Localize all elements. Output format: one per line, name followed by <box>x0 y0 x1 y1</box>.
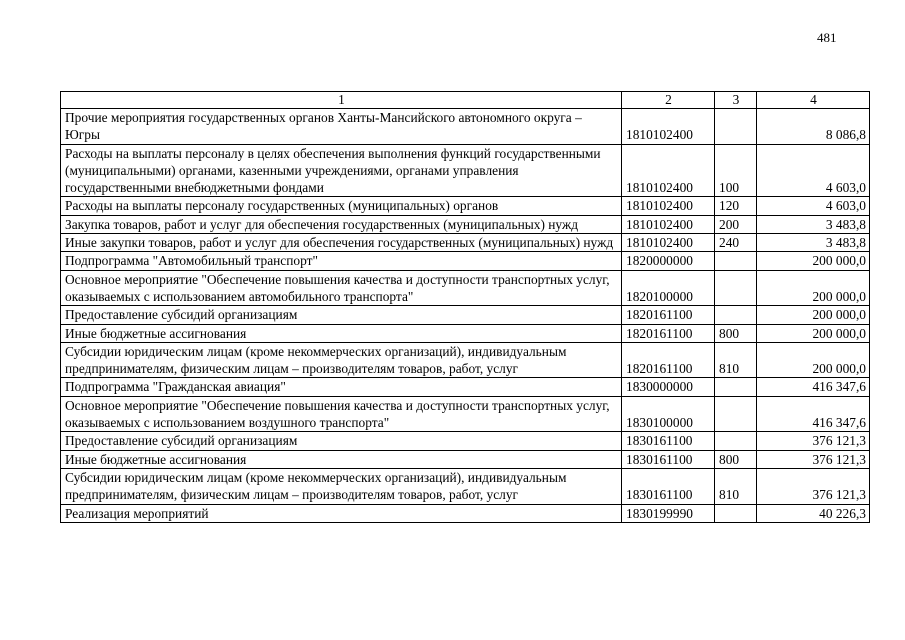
row-name: Закупка товаров, работ и услуг для обеспечения государственных (муниципальных) нужд <box>61 215 622 233</box>
row-name: Основное мероприятие "Обеспечение повышения качества и доступности транспортных услуг, оказываемых с использованием воздушного транспорта" <box>61 396 622 432</box>
row-amount: 416 347,6 <box>757 396 870 432</box>
row-kind <box>715 396 757 432</box>
row-kind: 800 <box>715 324 757 342</box>
row-code: 1830100000 <box>622 396 715 432</box>
table-row <box>61 396 870 432</box>
row-kind <box>715 504 757 522</box>
row-code: 1830161100 <box>622 450 715 468</box>
row-amount: 8 086,8 <box>757 109 870 145</box>
row-amount: 376 121,3 <box>757 468 870 504</box>
column-header-code: 2 <box>622 92 715 109</box>
row-amount: 40 226,3 <box>757 504 870 522</box>
table-row <box>61 270 870 306</box>
row-amount: 3 483,8 <box>757 215 870 233</box>
budget-table <box>60 91 870 523</box>
row-name: Иные закупки товаров, работ и услуг для обеспечения государственных (муниципальных) нужд <box>61 234 622 252</box>
table-row <box>61 215 870 233</box>
row-code: 1830000000 <box>622 378 715 396</box>
row-name: Расходы на выплаты персоналу государственных (муниципальных) органов <box>61 197 622 215</box>
table-row <box>61 432 870 450</box>
row-name: Предоставление субсидий организациям <box>61 432 622 450</box>
row-amount: 200 000,0 <box>757 252 870 270</box>
table-header-row <box>61 92 870 109</box>
column-header-amount: 4 <box>757 92 870 109</box>
row-name: Подпрограмма "Гражданская авиация" <box>61 378 622 396</box>
row-code: 1810102400 <box>622 215 715 233</box>
row-name: Реализация мероприятий <box>61 504 622 522</box>
row-amount: 376 121,3 <box>757 450 870 468</box>
row-code: 1810102400 <box>622 197 715 215</box>
row-kind <box>715 378 757 396</box>
row-code: 1810102400 <box>622 109 715 145</box>
row-name: Расходы на выплаты персоналу в целях обеспечения выполнения функций государственными (муниципальными) органами, казенными учреждениями, органами управления государственными внебюджетными фондами <box>61 144 622 197</box>
row-kind: 240 <box>715 234 757 252</box>
column-header-name: 1 <box>61 92 622 109</box>
row-kind: 200 <box>715 215 757 233</box>
row-amount: 200 000,0 <box>757 306 870 324</box>
row-amount: 200 000,0 <box>757 342 870 378</box>
row-name: Прочие мероприятия государственных органов Ханты-Мансийского автономного округа – Югры <box>61 109 622 145</box>
row-kind: 100 <box>715 144 757 197</box>
table-row <box>61 306 870 324</box>
row-code: 1820161100 <box>622 306 715 324</box>
row-amount: 4 603,0 <box>757 197 870 215</box>
row-code: 1820161100 <box>622 342 715 378</box>
row-kind <box>715 432 757 450</box>
row-code: 1830199990 <box>622 504 715 522</box>
row-code: 1830161100 <box>622 432 715 450</box>
row-kind <box>715 306 757 324</box>
row-name: Иные бюджетные ассигнования <box>61 324 622 342</box>
row-kind <box>715 252 757 270</box>
row-code: 1820100000 <box>622 270 715 306</box>
row-name: Субсидии юридическим лицам (кроме некоммерческих организаций), индивидуальным предпринимателям, физическим лицам – производителям товаров, работ, услуг <box>61 468 622 504</box>
table-row <box>61 109 870 145</box>
table-row <box>61 378 870 396</box>
table-row <box>61 342 870 378</box>
row-kind: 810 <box>715 342 757 378</box>
row-name: Основное мероприятие "Обеспечение повышения качества и доступности транспортных услуг, оказываемых с использованием автомобильного транспорта" <box>61 270 622 306</box>
row-code: 1820161100 <box>622 324 715 342</box>
row-name: Иные бюджетные ассигнования <box>61 450 622 468</box>
table-row <box>61 324 870 342</box>
row-code: 1810102400 <box>622 144 715 197</box>
row-amount: 200 000,0 <box>757 324 870 342</box>
row-amount: 4 603,0 <box>757 144 870 197</box>
column-header-kind: 3 <box>715 92 757 109</box>
row-kind: 810 <box>715 468 757 504</box>
row-kind: 800 <box>715 450 757 468</box>
row-amount: 200 000,0 <box>757 270 870 306</box>
table-row <box>61 468 870 504</box>
row-kind <box>715 270 757 306</box>
row-code: 1820000000 <box>622 252 715 270</box>
row-code: 1830161100 <box>622 468 715 504</box>
table-row <box>61 252 870 270</box>
table-row <box>61 504 870 522</box>
row-amount: 416 347,6 <box>757 378 870 396</box>
row-name: Предоставление субсидий организациям <box>61 306 622 324</box>
row-amount: 3 483,8 <box>757 234 870 252</box>
row-name: Подпрограмма "Автомобильный транспорт" <box>61 252 622 270</box>
table-row <box>61 450 870 468</box>
table-row <box>61 234 870 252</box>
table-row <box>61 144 870 197</box>
row-code: 1810102400 <box>622 234 715 252</box>
row-kind <box>715 109 757 145</box>
row-amount: 376 121,3 <box>757 432 870 450</box>
row-kind: 120 <box>715 197 757 215</box>
row-name: Субсидии юридическим лицам (кроме некоммерческих организаций), индивидуальным предпринимателям, физическим лицам – производителям товаров, работ, услуг <box>61 342 622 378</box>
table-row <box>61 197 870 215</box>
page-number: 481 <box>817 30 837 45</box>
